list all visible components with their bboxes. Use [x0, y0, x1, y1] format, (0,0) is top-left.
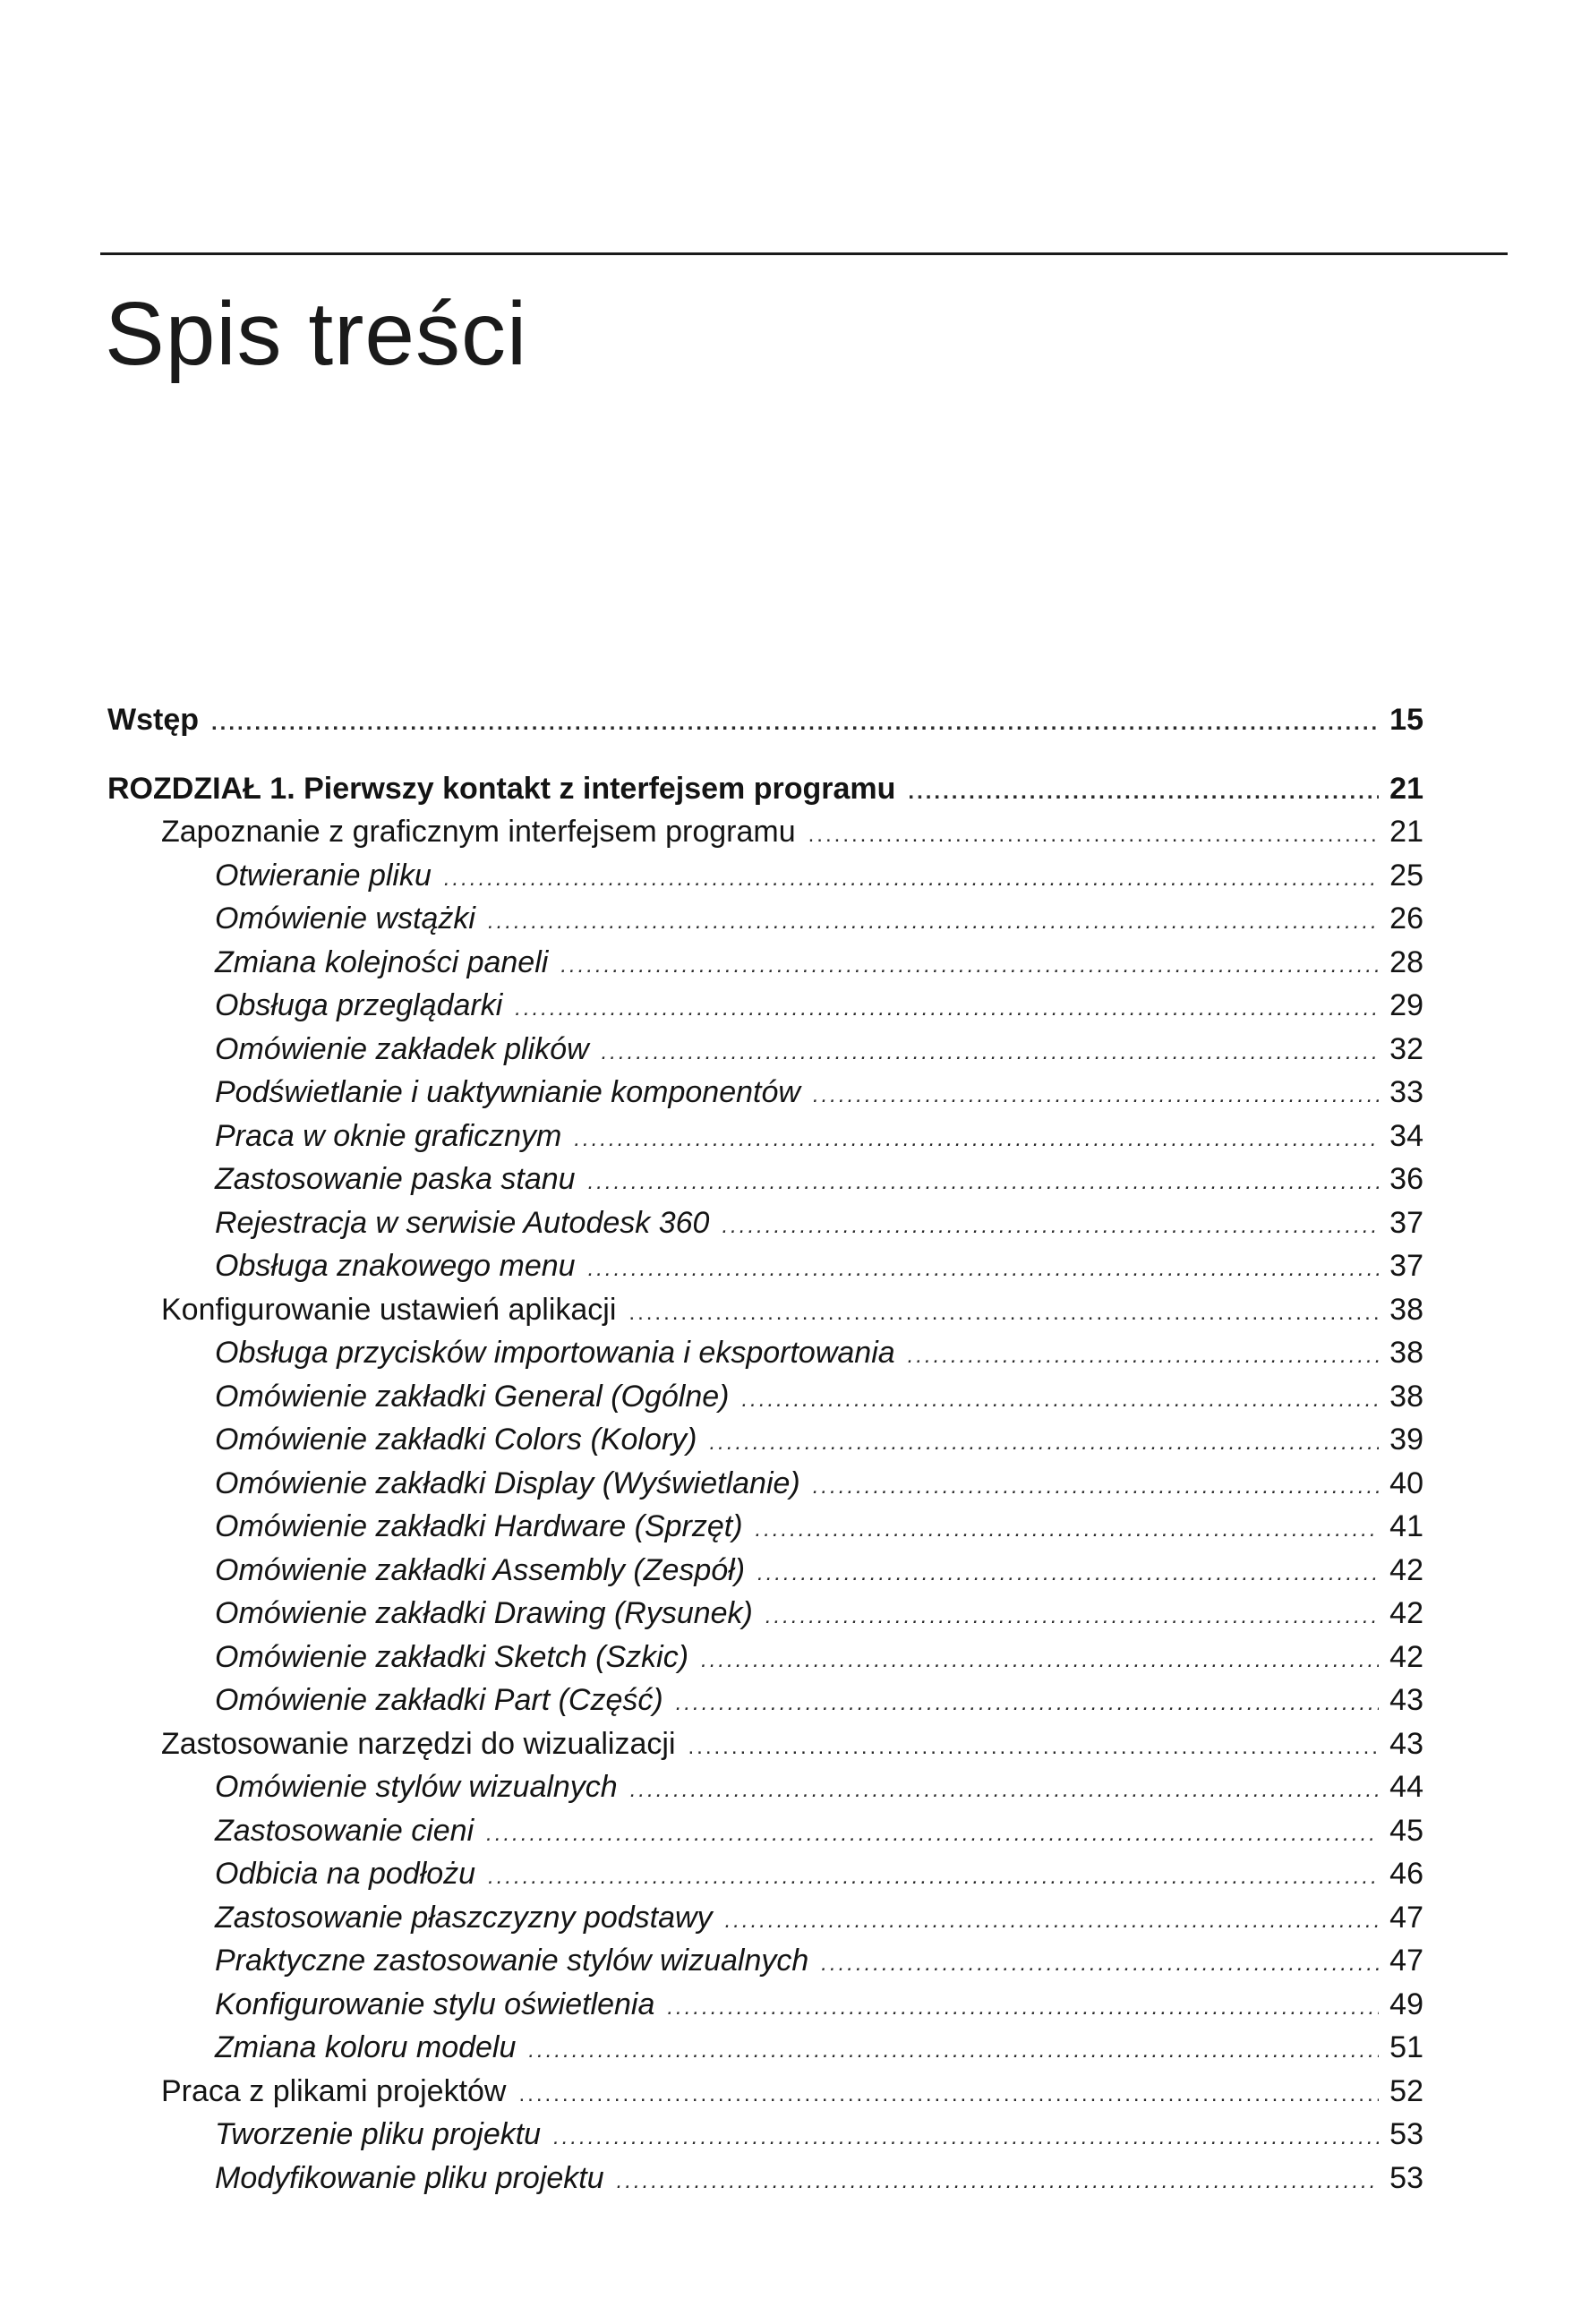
toc-entry-title: Wstęp: [107, 703, 199, 737]
toc-subsection-entry: [107, 1030, 1423, 1073]
dot-leader: [821, 1944, 1379, 1985]
toc-page-number: 34: [1389, 1118, 1423, 1153]
toc-entry-title: Zastosowanie cieni: [215, 1813, 474, 1848]
toc-subsection-entry: [107, 1854, 1423, 1898]
toc-subsection-entry: [107, 1377, 1423, 1421]
toc-page-number: 38: [1389, 1336, 1423, 1370]
toc-entry-title: Rejestracja w serwisie Autodesk 360: [215, 1205, 710, 1240]
toc-chapter-entry: [107, 769, 1423, 813]
dot-leader: [560, 945, 1379, 987]
dot-leader: [813, 1466, 1379, 1508]
toc-page-number: 28: [1389, 944, 1423, 979]
toc-entry-title: Odbicia na podłożu: [215, 1857, 476, 1891]
dot-leader: [676, 1683, 1379, 1724]
dot-leader: [444, 859, 1379, 900]
toc-intro-entry: [107, 700, 1423, 744]
toc-page-number: 40: [1389, 1465, 1423, 1500]
dot-leader: [588, 1162, 1379, 1203]
toc-entry-title: Omówienie stylów wizualnych: [215, 1770, 618, 1804]
toc-subsection-entry: [107, 2115, 1423, 2158]
toc-subsection-entry: [107, 856, 1423, 900]
toc-entry-title: Praca z plikami projektów: [161, 2073, 507, 2108]
dot-leader: [701, 1640, 1379, 1681]
toc-entry-title: Konfigurowanie ustawień aplikacji: [161, 1292, 617, 1327]
toc-subsection-entry: [107, 1072, 1423, 1116]
toc-page-number: 42: [1389, 1552, 1423, 1587]
dot-leader: [667, 1987, 1379, 2029]
toc-entry-title: Omówienie zakładki Assembly (Zespół): [215, 1552, 746, 1587]
dot-leader: [211, 703, 1379, 744]
dot-leader: [813, 1075, 1379, 1116]
toc-subsection-entry: [107, 1898, 1423, 1942]
dot-leader: [765, 1596, 1379, 1637]
dot-leader: [710, 1423, 1379, 1464]
toc-entry-title: Omówienie zakładki Drawing (Rysunek): [215, 1596, 753, 1630]
toc-page-number: 37: [1389, 1249, 1423, 1283]
title-rule: [100, 252, 1508, 255]
toc-section-entry: [107, 1724, 1423, 1768]
toc-subsection-entry: [107, 986, 1423, 1030]
toc-subsection-entry: [107, 1333, 1423, 1377]
toc-page-number: 41: [1389, 1509, 1423, 1543]
toc-entry-title: Obsługa znakowego menu: [215, 1249, 576, 1283]
toc-entry-title: Omówienie zakładki Display (Wyświetlanie): [215, 1465, 800, 1500]
toc-page-number: 47: [1389, 1900, 1423, 1935]
toc-section-entry: [107, 812, 1423, 856]
toc-page-number: 26: [1389, 901, 1423, 936]
toc-subsection-entry: [107, 899, 1423, 943]
toc-subsection-entry: [107, 1203, 1423, 1247]
dot-leader: [688, 1727, 1380, 1768]
toc-entry-title: Zastosowanie narzędzi do wizualizacji: [161, 1726, 676, 1761]
toc-entry-title: Omówienie zakładki Colors (Kolory): [215, 1423, 697, 1457]
toc-subsection-entry: [107, 1767, 1423, 1811]
toc-page-number: 33: [1389, 1075, 1423, 1109]
toc-page-number: 36: [1389, 1162, 1423, 1196]
toc-page-number: 42: [1389, 1596, 1423, 1630]
toc-entry-title: Zmiana koloru modelu: [215, 2030, 517, 2064]
toc-page-number: 51: [1389, 2030, 1423, 2064]
toc-page-number: 29: [1389, 988, 1423, 1022]
toc-entry-title: ROZDZIAŁ 1. Pierwszy kontakt z interfejsem programu: [107, 771, 896, 806]
dot-leader: [518, 2074, 1379, 2115]
dot-leader: [808, 815, 1379, 856]
toc-entry-title: Omówienie zakładki Hardware (Sprzęt): [215, 1509, 743, 1543]
toc-page-number: 39: [1389, 1423, 1423, 1457]
dot-leader: [756, 1509, 1379, 1551]
toc-entry-title: Praca w oknie graficznym: [215, 1118, 562, 1153]
toc-entry-title: Podświetlanie i uaktywnianie komponentów: [215, 1075, 800, 1109]
dot-leader: [553, 2117, 1379, 2158]
toc-entry-title: Praktyczne zastosowanie stylów wizualnych: [215, 1944, 809, 1978]
toc-entry-title: Omówienie zakładek plików: [215, 1031, 589, 1066]
toc-page-number: 32: [1389, 1031, 1423, 1066]
dot-leader: [630, 1770, 1379, 1811]
dot-leader: [574, 1119, 1379, 1160]
toc-page-number: 21: [1389, 815, 1423, 849]
toc-subsection-entry: [107, 1464, 1423, 1508]
toc-entry-title: Zastosowanie paska stanu: [215, 1162, 576, 1196]
toc-subsection-entry: [107, 1159, 1423, 1203]
toc-entry-title: Zmiana kolejności paneli: [215, 944, 549, 979]
toc-page-number: 46: [1389, 1857, 1423, 1891]
toc-entry-title: Obsługa przycisków importowania i eksportowania: [215, 1336, 895, 1370]
toc-entry-title: Omówienie wstążki: [215, 901, 475, 936]
dot-leader: [908, 772, 1379, 813]
dot-leader: [602, 1032, 1379, 1073]
toc-subsection-entry: [107, 1116, 1423, 1160]
dot-leader: [617, 2161, 1379, 2202]
toc-subsection-entry: [107, 1680, 1423, 1724]
toc-page-number: 44: [1389, 1770, 1423, 1804]
toc-entry-title: Konfigurowanie stylu oświetlenia: [215, 1987, 655, 2021]
toc-section-entry: [107, 1290, 1423, 1334]
toc-page-number: 15: [1389, 703, 1423, 737]
toc-page-number: 25: [1389, 858, 1423, 893]
toc-page-number: 43: [1389, 1726, 1423, 1761]
toc-section-entry: [107, 2072, 1423, 2115]
dot-leader: [628, 1293, 1379, 1334]
toc-page-number: 53: [1389, 2160, 1423, 2195]
toc-entry-title: Tworzenie pliku projektu: [215, 2117, 542, 2151]
toc-page-number: 38: [1389, 1292, 1423, 1327]
dot-leader: [488, 901, 1379, 943]
toc-subsection-entry: [107, 1420, 1423, 1464]
toc-subsection-entry: [107, 943, 1423, 987]
toc-entry-title: Zapoznanie z graficznym interfejsem programu: [161, 815, 796, 849]
toc-subsection-entry: [107, 1551, 1423, 1594]
toc-page-number: 47: [1389, 1944, 1423, 1978]
dot-leader: [908, 1336, 1379, 1377]
toc-page-number: 42: [1389, 1639, 1423, 1674]
dot-leader: [488, 1857, 1379, 1898]
toc-subsection-entry: [107, 1246, 1423, 1290]
dot-leader: [722, 1206, 1379, 1247]
toc-page-number: 43: [1389, 1683, 1423, 1717]
dot-leader: [515, 988, 1379, 1030]
toc-page-number: 49: [1389, 1987, 1423, 2021]
toc-entry-title: Omówienie zakładki General (Ogólne): [215, 1379, 730, 1414]
toc-subsection-entry: [107, 2028, 1423, 2072]
toc-entry-title: Omówienie zakładki Sketch (Szkic): [215, 1639, 689, 1674]
dot-leader: [486, 1814, 1379, 1855]
toc-entry-title: Otwieranie pliku: [215, 858, 432, 893]
toc-page-number: 45: [1389, 1813, 1423, 1848]
dot-leader: [741, 1380, 1379, 1421]
toc-entry-title: Zastosowanie płaszczyzny podstawy: [215, 1900, 713, 1935]
toc-page-number: 38: [1389, 1379, 1423, 1414]
page-title: Spis treści: [105, 284, 528, 384]
dot-leader: [528, 2030, 1379, 2072]
toc-subsection-entry: [107, 1811, 1423, 1855]
toc-page-number: 52: [1389, 2073, 1423, 2108]
dot-leader: [588, 1249, 1379, 1290]
toc-page-number: 53: [1389, 2117, 1423, 2151]
toc-subsection-entry: [107, 1593, 1423, 1637]
toc-subsection-entry: [107, 1507, 1423, 1551]
dot-leader: [725, 1901, 1379, 1942]
toc-subsection-entry: [107, 1985, 1423, 2029]
toc-entry-title: Obsługa przeglądarki: [215, 988, 503, 1022]
toc-page-number: 21: [1389, 771, 1423, 806]
toc-page-number: 37: [1389, 1205, 1423, 1240]
toc-subsection-entry: [107, 2158, 1423, 2202]
dot-leader: [757, 1553, 1379, 1594]
toc-subsection-entry: [107, 1637, 1423, 1681]
toc-entry-title: Modyfikowanie pliku projektu: [215, 2160, 604, 2195]
table-of-contents: [107, 700, 1423, 2201]
toc-subsection-entry: [107, 1941, 1423, 1985]
toc-entry-title: Omówienie zakładki Part (Część): [215, 1683, 663, 1717]
